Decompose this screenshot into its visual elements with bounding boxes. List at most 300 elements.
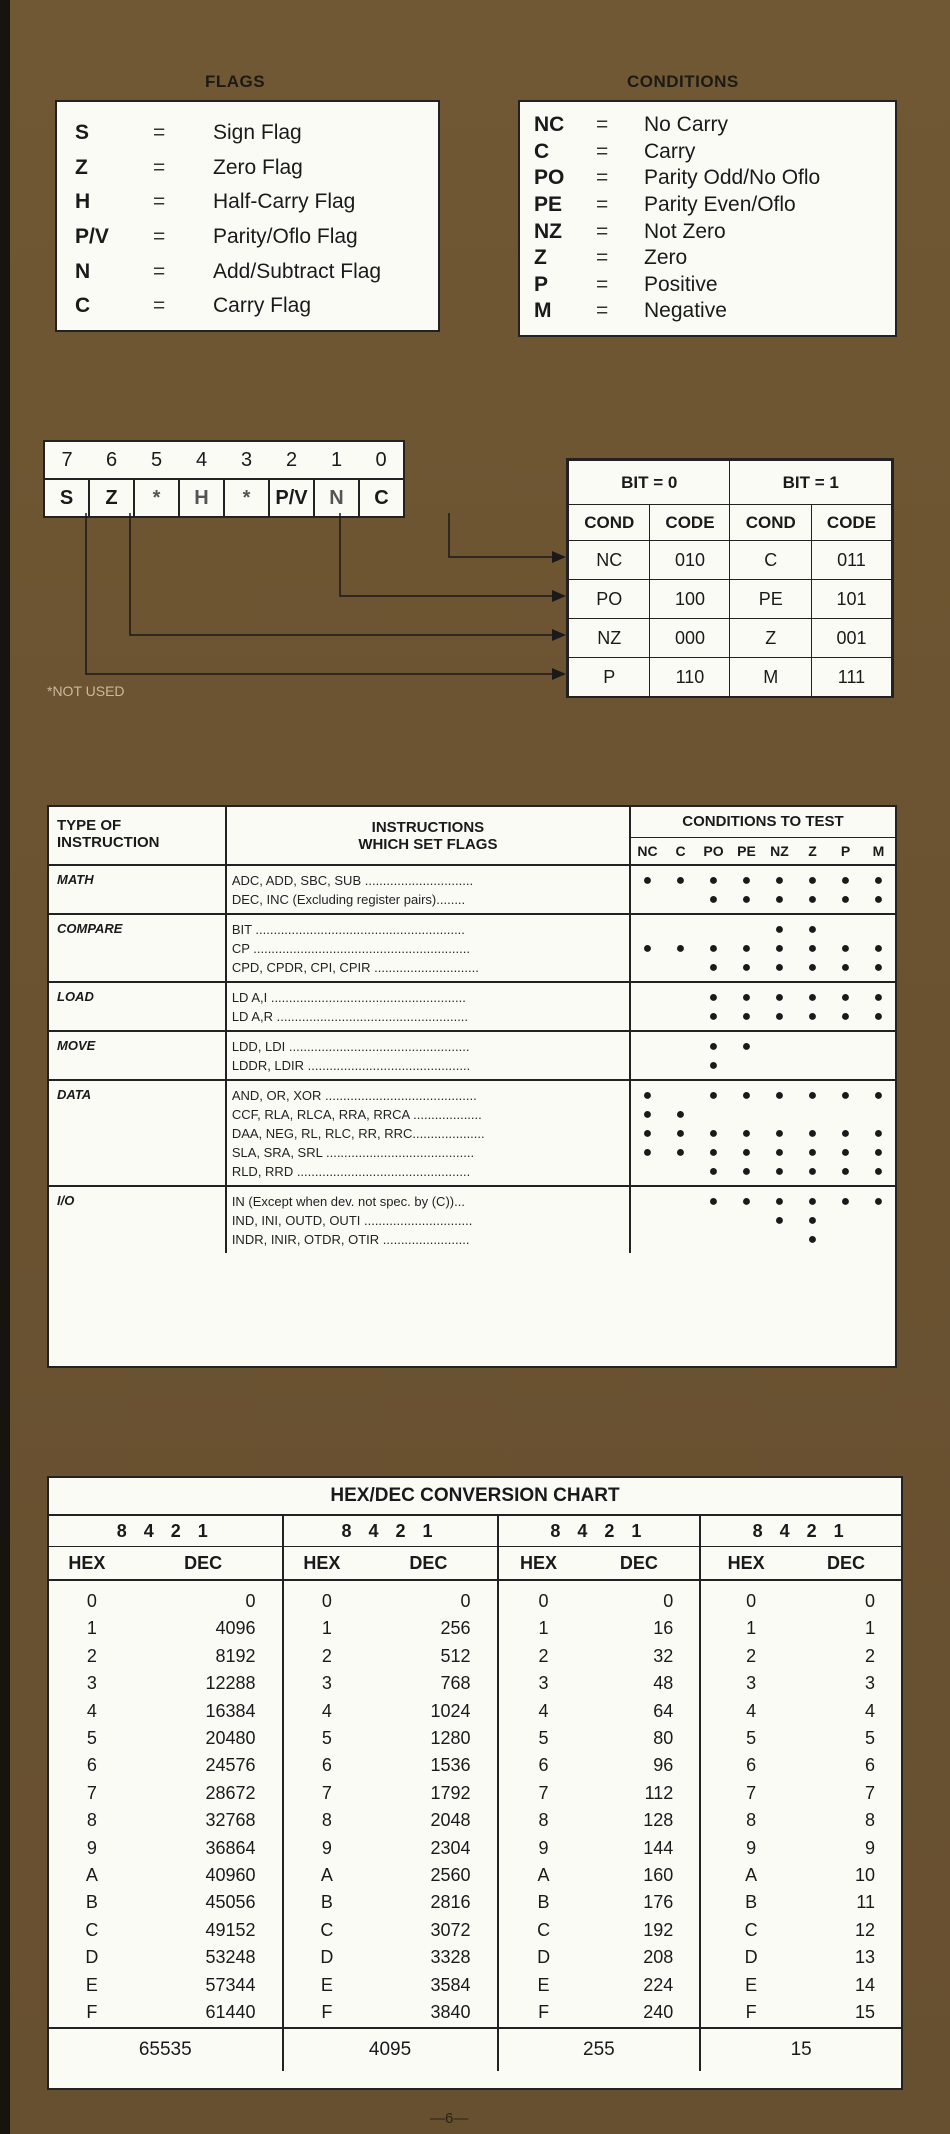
condition-empty [664,1007,697,1026]
condition-abbrev: M [872,843,885,859]
condition-empty [631,1037,664,1056]
condition-dot: ● [873,1144,884,1161]
condition-dot: ● [873,989,884,1006]
dec-value: 224 [579,1972,701,1999]
bit-number: 1 [314,441,359,479]
dec-value: 8 [864,1810,875,1831]
condition-abbrev: PO [703,843,724,859]
hex-digit: 1 [538,1618,549,1639]
conditions-key: Z [534,246,547,270]
instruction-entry: DEC, INC (Excluding register pairs)........ [231,892,466,907]
condition-empty [763,1230,796,1249]
bit-weights: 8 4 2 1 [283,1515,498,1547]
dec-value: 1792 [360,1780,497,1807]
hex-digit: 3 [321,1673,332,1694]
condition-empty [664,1037,697,1056]
condition-empty [730,1105,763,1124]
equals-sign: = [153,121,166,145]
condition-dot: ● [774,940,785,957]
hex-digit: D [320,1947,334,1968]
dec-value: 40960 [125,1862,283,1889]
condition-empty [631,1211,664,1230]
dec-value: 9 [864,1837,875,1858]
condition-empty [862,1230,895,1249]
hex-dec-row [49,1835,901,1862]
flags-key: N [75,259,91,283]
cond-code-cell: 001 [811,619,891,658]
condition-dot: ● [840,989,851,1006]
condition-dot: ● [873,1193,884,1210]
condition-dot: ● [807,1212,818,1229]
condition-dot: ● [873,872,884,889]
hex-digit: D [744,1947,758,1968]
condition-dot: ● [774,921,785,938]
bit-name: C [359,479,404,517]
condition-dot: ● [708,1193,719,1210]
hex-digit: 7 [86,1782,97,1803]
flags-label: Sign Flag [213,121,302,145]
condition-dot: ● [807,1125,818,1142]
hex-digit: 9 [746,1837,757,1858]
bit-weights: 8 4 2 1 [49,1515,283,1547]
bit-name: Z [89,479,134,517]
dec-value: 0 [360,1588,497,1615]
condition-empty [664,920,697,939]
instruction-group-row [49,1031,895,1080]
condition-dot: ● [807,940,818,957]
dec-value: 3328 [360,1944,497,1971]
dec-value: 192 [579,1917,701,1944]
condition-dot: ● [708,940,719,957]
instruction-group-row [49,914,895,982]
condition-dot: ● [642,1106,653,1123]
condition-empty [664,1192,697,1211]
instruction-type: DATA [49,1080,226,1186]
condition-dot: ● [708,1008,719,1025]
condition-empty [829,1056,862,1075]
hex-dec-row [49,1698,901,1725]
hex-digit: 9 [321,1837,332,1858]
hex-col-header: HEX [700,1547,791,1581]
condition-dot: ● [741,959,752,976]
condition-dot-row [631,939,895,958]
condition-dot: ● [774,891,785,908]
condition-dot: ● [807,959,818,976]
hex-dec-row [49,1889,901,1916]
condition-dot: ● [642,872,653,889]
condition-empty [631,920,664,939]
hex-dec-row [49,1972,901,1999]
condition-dot: ● [873,891,884,908]
condition-dot-row [631,1007,895,1026]
bit-number: 6 [89,441,134,479]
condition-dot: ● [708,959,719,976]
instruction-type: I/O [49,1186,226,1253]
hex-digit: 9 [86,1837,97,1858]
hex-digit: E [320,1974,333,1995]
dec-value: 45056 [125,1889,283,1916]
instruction-type: LOAD [49,982,226,1031]
condition-dot: ● [642,1144,653,1161]
hex-digit: 4 [86,1700,97,1721]
conditions-key: M [534,299,552,323]
hex-dec-row [49,1944,901,1971]
bit0-header: BIT = 0 [569,461,730,505]
dec-col-header: DEC [360,1547,497,1581]
hex-digit: F [86,2002,98,2023]
condition-dot: ● [741,1087,752,1104]
flags-key: C [75,294,91,318]
bit-number: 7 [44,441,89,479]
instruction-entry: ADC, ADD, SBC, SUB .............................. [231,873,474,888]
condition-dot: ● [807,989,818,1006]
condition-empty [862,1056,895,1075]
condition-dot-row [631,1086,895,1105]
condition-empty [829,1105,862,1124]
condition-empty [697,1105,730,1124]
instruction-group-row [49,865,895,914]
dec-value: 1 [864,1618,875,1639]
hex-digit: E [745,1974,758,1995]
cond-code-cell: NC [569,541,650,580]
condition-abbrev: Z [808,843,817,859]
equals-sign: = [153,190,166,214]
instruction-entry: RLD, RRD ................................................ [231,1164,471,1179]
condition-dot-row [631,1162,895,1181]
condition-dot: ● [774,959,785,976]
condition-dot: ● [741,1038,752,1055]
equals-sign: = [596,246,609,270]
hex-digit: F [538,2002,550,2023]
condition-dot: ● [774,1087,785,1104]
equals-sign: = [596,139,609,163]
hex-digit: B [320,1892,333,1913]
bit-weights: 8 4 2 1 [700,1515,901,1547]
dec-value: 49152 [125,1917,283,1944]
instruction-list [226,1186,630,1253]
conditions-key: P [534,272,549,296]
instruction-group-row [49,1186,895,1253]
condition-abbrev: NZ [770,843,789,859]
condition-empty [862,1105,895,1124]
condition-dot: ● [741,1008,752,1025]
condition-dot-row [631,890,895,909]
column-total: 4095 [283,2028,498,2071]
condition-dot: ● [807,891,818,908]
page-number: —6— [430,2110,469,2127]
flags-label: Add/Subtract Flag [213,259,382,283]
condition-abbrev: NC [637,843,658,859]
condition-empty [631,1056,664,1075]
condition-dot: ● [774,1163,785,1180]
condition-empty [697,920,730,939]
flags-key: Z [75,155,88,179]
condition-dot: ● [741,1163,752,1180]
dec-value: 8192 [125,1643,283,1670]
hex-digit: F [745,2002,757,2023]
conditions-key: NZ [534,219,562,243]
condition-dot: ● [774,989,785,1006]
condition-empty [796,1037,829,1056]
instruction-type: COMPARE [49,914,226,982]
conditions-heading: CONDITIONS [627,72,739,91]
hex-dec-row [49,1917,901,1944]
condition-dot: ● [873,1087,884,1104]
condition-empty [796,1056,829,1075]
hex-dec-row [49,1780,901,1807]
instruction-entry: SLA, SRA, SRL ......................................... [231,1145,475,1160]
condition-empty [664,890,697,909]
instruction-list [226,865,630,914]
dec-value: 256 [360,1615,497,1642]
condition-empty [631,1230,664,1249]
instruction-list [226,982,630,1031]
instruction-entry: IND, INI, OUTD, OUTI .............................. [231,1213,473,1228]
dec-value: 16 [579,1615,701,1642]
condition-dot: ● [840,1125,851,1142]
hex-dec-row [49,1725,901,1752]
condition-dot: ● [774,872,785,889]
hex-total-row [49,2028,901,2071]
dec-value: 32 [579,1643,701,1670]
condition-dot: ● [741,940,752,957]
condition-dots [630,914,895,982]
cond-code-row [569,541,892,580]
dec-value: 1024 [360,1698,497,1725]
dec-value: 2560 [360,1862,497,1889]
condition-empty [631,1007,664,1026]
instruction-type: MOVE [49,1031,226,1080]
equals-sign: = [596,113,609,137]
condition-empty [664,1086,697,1105]
dec-value: 3584 [360,1972,497,1999]
condition-empty [664,1211,697,1230]
hex-digit: 2 [538,1645,549,1666]
condition-dot-row [631,1143,895,1162]
dec-value: 512 [360,1643,497,1670]
equals-sign: = [596,299,609,323]
instruction-entry: AND, OR, XOR .......................................... [231,1088,477,1103]
condition-dots [630,865,895,914]
hex-digit: E [537,1974,550,1995]
equals-sign: = [596,193,609,217]
condition-dot: ● [675,872,686,889]
condition-dot: ● [708,891,719,908]
instruction-entry: INDR, INIR, OTDR, OTIR ........................ [231,1232,470,1247]
hex-chart-title: HEX/DEC CONVERSION CHART [49,1478,901,1515]
dec-value: 36864 [125,1835,283,1862]
condition-empty [829,920,862,939]
dec-value: 15 [854,2002,875,2023]
arrow-s-to-p [86,513,554,674]
dec-value: 61440 [125,1999,283,2027]
dec-value: 2816 [360,1889,497,1916]
dec-value: 14 [854,1974,875,1995]
instr-header-line2: WHICH SET FLAGS [358,836,498,853]
bit-name: N [314,479,359,517]
condition-dot-row [631,871,895,890]
condition-dot: ● [774,1008,785,1025]
condition-empty [862,1037,895,1056]
bit1-header: BIT = 1 [730,461,892,505]
bit-name: P/V [269,479,314,517]
condition-code-table [566,458,894,698]
dec-value: 57344 [125,1972,283,1999]
hex-digit: A [320,1865,333,1886]
bit-name: S [44,479,89,517]
dec-value: 4 [864,1700,875,1721]
condition-dot-row [631,1211,895,1230]
condition-dot-row [631,920,895,939]
flags-label: Half-Carry Flag [213,190,356,214]
condition-dot: ● [840,1087,851,1104]
hex-digit: 5 [86,1728,97,1749]
hex-digit: C [85,1919,99,1940]
instruction-entry: LDD, LDI .................................................. [231,1039,470,1054]
conditions-label: Parity Odd/No Oflo [644,166,821,190]
flag-instructions-table [47,805,897,1368]
condition-dot: ● [675,1144,686,1161]
instruction-entry: CP ............................................................ [231,941,470,956]
conditions-label: Negative [644,299,727,323]
condition-empty [829,1211,862,1230]
equals-sign: = [153,294,166,318]
cond-code-columns [569,505,892,541]
condition-dot: ● [840,891,851,908]
cond-code-cell: Z [730,619,811,658]
condition-dot: ● [840,940,851,957]
bit-weights-row [49,1515,901,1547]
hex-digit: B [85,1892,98,1913]
condition-empty [763,1105,796,1124]
hex-digit: D [537,1947,551,1968]
condition-dot-row [631,988,895,1007]
hex-digit: 0 [321,1591,332,1611]
cond-code-row [569,619,892,658]
instruction-entry: LD A,R ..................................................... [231,1009,469,1024]
instruction-list [226,1080,630,1186]
cond-code-col-header: COND [569,505,650,541]
cond-code-cell: 110 [650,658,730,697]
dec-value: 2048 [360,1807,497,1834]
hex-digit: C [320,1919,334,1940]
instruction-group-row [49,1080,895,1186]
condition-dot: ● [840,1008,851,1025]
equals-sign: = [153,225,166,249]
dec-value: 13 [854,1947,875,1968]
condition-empty [631,890,664,909]
equals-sign: = [153,155,166,179]
condition-dot-row [631,1192,895,1211]
hex-digit: 5 [746,1728,757,1749]
condition-dot: ● [774,1212,785,1229]
condition-dot: ● [741,872,752,889]
cond-code-cell: 011 [811,541,891,580]
condition-dot: ● [675,1106,686,1123]
condition-empty [631,1162,664,1181]
bit-number: 4 [179,441,224,479]
hex-col-header: HEX [49,1547,125,1581]
condition-dot: ● [708,1144,719,1161]
type-column-header [49,807,226,865]
conditions-column-header [630,807,895,865]
cond-code-cell: 101 [811,580,891,619]
hex-digit: 5 [321,1728,332,1749]
not-used-note: *NOT USED [47,683,125,699]
dec-value: 144 [579,1835,701,1862]
cond-code-row [569,658,892,697]
bit-number: 5 [134,441,179,479]
condition-abbrev: P [840,843,851,859]
hex-digit: 3 [86,1673,97,1694]
dec-value: 768 [360,1670,497,1697]
flags-label: Carry Flag [213,294,312,318]
condition-dot: ● [840,1144,851,1161]
condition-dot: ● [708,1087,719,1104]
dec-value: 176 [579,1889,701,1916]
hex-digit: 0 [746,1591,757,1611]
hex-digit: 8 [538,1810,549,1831]
hex-dec-row [49,1807,901,1834]
hex-digit: 1 [86,1618,97,1639]
instruction-list [226,914,630,982]
condition-empty [829,1230,862,1249]
conditions-to-test-label: CONDITIONS TO TEST [631,807,895,838]
instr-header-line1: INSTRUCTIONS [371,819,485,836]
cond-code-cell: NZ [569,619,650,658]
conditions-key: C [534,139,550,163]
dec-value: 28672 [125,1780,283,1807]
dec-value: 48 [579,1670,701,1697]
instruction-entry: LD A,I ...................................................... [231,990,466,1005]
condition-dot: ● [708,989,719,1006]
dec-value: 5 [864,1728,875,1749]
hex-col-header: HEX [283,1547,361,1581]
condition-empty [664,1056,697,1075]
condition-empty [829,1037,862,1056]
hex-digit: F [321,2002,333,2023]
dec-value: 240 [579,1999,701,2027]
condition-dot: ● [675,940,686,957]
dec-value: 7 [864,1782,875,1803]
condition-dot: ● [807,1193,818,1210]
condition-dot: ● [807,1087,818,1104]
condition-dot: ● [708,1125,719,1142]
cond-code-cell: C [730,541,811,580]
dec-value: 160 [579,1862,701,1889]
dec-value: 2304 [360,1835,497,1862]
condition-dot: ● [708,1163,719,1180]
condition-empty [664,958,697,977]
instruction-entry: CPD, CPDR, CPI, CPIR ............................. [231,960,479,975]
condition-empty [730,920,763,939]
dec-value: 3072 [360,1917,497,1944]
condition-dot: ● [708,1057,719,1074]
condition-empty [763,1037,796,1056]
equals-sign: = [596,219,609,243]
flags-label: Parity/Oflo Flag [213,225,358,249]
hex-digit: A [745,1865,758,1886]
condition-dots [630,1031,895,1080]
conditions-label: Positive [644,272,718,296]
bit-name: * [224,479,269,517]
conditions-label: Parity Even/Oflo [644,193,796,217]
condition-dot: ● [642,1087,653,1104]
hex-digit: 9 [538,1837,549,1858]
bit-weights: 8 4 2 1 [498,1515,701,1547]
condition-dot-row [631,1105,895,1124]
hex-digit: 2 [86,1645,97,1666]
